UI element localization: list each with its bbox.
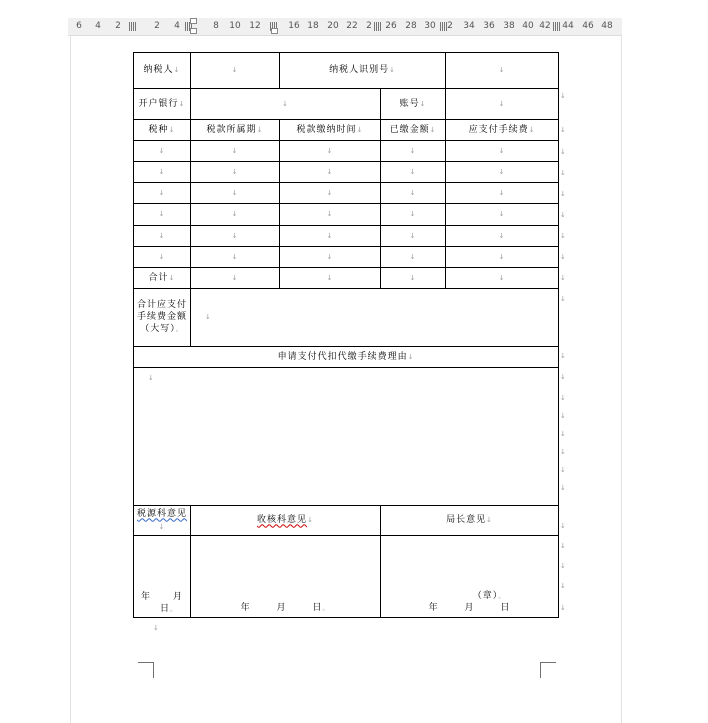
ruler-tab-marker [553,22,560,31]
ruler-label: 40 [522,21,534,31]
table-cell[interactable]: ↓ [280,246,381,267]
margin-corner-left [138,662,154,678]
table-row[interactable] [134,162,559,183]
ruler-label: 2 [154,21,160,31]
horizontal-ruler[interactable] [68,18,622,36]
margin-corner-right [540,662,556,678]
table-cell[interactable]: ↓ [191,267,280,288]
ruler-label: 4 [174,21,180,31]
total-fee-uppercase-label: 合计应支付手续费金额（大写）。 [134,288,191,346]
ruler-label: 18 [307,21,319,31]
ruler-label: 2 [366,21,372,31]
header-fee-payable: 应支付手续费↓ [446,120,559,141]
table-cell[interactable]: ↓ [134,141,191,162]
ruler-label: 6 [76,21,82,31]
right-indent-marker[interactable] [271,28,278,34]
table-cell[interactable]: ↓ [191,225,280,246]
table-cell[interactable]: ↓ [446,141,559,162]
ruler-label: 46 [582,21,594,31]
ruler-label: 34 [463,21,475,31]
total-fee-uppercase-input[interactable]: ↓ [191,288,559,346]
first-line-indent-marker[interactable] [190,18,197,24]
table-cell[interactable]: ↓ [280,267,381,288]
ruler-tab-marker [374,22,381,31]
table-cell[interactable]: ↓ [381,141,446,162]
collection-dept-opinion-input[interactable]: 年 月 日。 [191,535,381,617]
source-dept-opinion-input[interactable]: 年 月 日。 [134,535,191,617]
trailing-paragraph-mark: ↓ [153,624,159,632]
table-cell[interactable]: ↓ [280,204,381,225]
tax-fee-form-table[interactable] [133,52,559,618]
table-cell[interactable]: ↓ [191,204,280,225]
table-cell[interactable]: ↓ [381,267,446,288]
total-row[interactable] [134,267,559,288]
ruler-label: 44 [562,21,574,31]
table-cell[interactable]: ↓ [446,183,559,204]
ruler-label: 20 [327,21,339,31]
table-cell[interactable]: ↓ [381,204,446,225]
table-cell[interactable]: ↓ [280,225,381,246]
table-row[interactable] [134,225,559,246]
table-cell[interactable]: ↓ [191,183,280,204]
table-cell[interactable]: ↓ [446,246,559,267]
table-cell[interactable]: ↓ [446,162,559,183]
table-cell[interactable]: ↓ [134,225,191,246]
header-tax-period: 税款所属期↓ [191,120,280,141]
reason-input-cell[interactable]: ↓ [134,368,559,506]
table-cell[interactable]: ↓ [446,267,559,288]
ruler-label: 8 [213,21,219,31]
table-cell[interactable]: ↓ [381,183,446,204]
header-payment-time: 税款缴纳时间↓ [280,120,381,141]
ruler-label: 48 [601,21,613,31]
ruler-label: 16 [288,21,300,31]
taxpayer-id-label-cell: 纳税人识别号↓ [280,53,446,89]
table-cell[interactable]: ↓ [280,141,381,162]
table-cell[interactable]: ↓ [381,225,446,246]
taxpayer-input-cell[interactable]: ↓ [191,53,280,89]
ruler-label: 42 [539,21,551,31]
table-cell[interactable]: ↓ [191,162,280,183]
hanging-indent-marker[interactable] [190,28,197,34]
ruler-label: 30 [424,21,436,31]
table-cell[interactable]: ↓ [134,183,191,204]
row-end-marks: ↓ ↓ ↓ ↓ ↓ ↓ ↓ ↓ ↓ ↓ ↓ ↓ ↓ ↓ ↓ ↓ ↓ ↓ ↓ ↓ ↓ ↓ ↓ [560,92,566,612]
account-input-cell[interactable]: ↓ [446,89,559,120]
total-label-cell: 合计↓ [134,267,191,288]
ruler-tab-marker [440,22,447,31]
ruler-label: 38 [503,21,515,31]
table-cell[interactable]: ↓ [280,162,381,183]
table-row[interactable] [134,204,559,225]
source-dept-opinion-label: 税源科意见↓ [134,506,191,535]
ruler-label: 10 [229,21,241,31]
ruler-label: 4 [95,21,101,31]
seal-label: （章） [472,590,499,601]
table-row[interactable] [134,141,559,162]
table-cell[interactable]: ↓ [134,246,191,267]
table-row[interactable] [134,183,559,204]
ruler-label: 12 [249,21,261,31]
table-cell[interactable]: ↓ [191,141,280,162]
table-cell[interactable]: ↓ [134,162,191,183]
collection-dept-opinion-label: 收核科意见↓ [191,506,381,535]
director-opinion-label: 局长意见↓ [381,506,559,535]
ruler-label: 26 [385,21,397,31]
ruler-label: 2 [447,21,453,31]
table-cell[interactable]: ↓ [446,204,559,225]
ruler-label: 22 [346,21,358,31]
table-row[interactable] [134,246,559,267]
header-tax-type: 税种↓ [134,120,191,141]
ruler-label: 36 [483,21,495,31]
table-cell[interactable]: ↓ [191,246,280,267]
ruler-label: 2 [115,21,121,31]
table-cell[interactable]: ↓ [134,204,191,225]
taxpayer-id-input-cell[interactable]: ↓ [446,53,559,89]
table-cell[interactable]: ↓ [381,246,446,267]
bank-label-cell: 开户银行↓ [134,89,191,120]
reason-label-cell: 申请支付代扣代缴手续费理由↓ [134,346,559,367]
account-label-cell: 账号↓ [381,89,446,120]
taxpayer-label-cell: 纳税人↓ [134,53,191,89]
ruler-label: 28 [405,21,417,31]
table-cell[interactable]: ↓ [280,183,381,204]
header-paid-amount: 已缴金额↓ [381,120,446,141]
bank-input-cell[interactable]: ↓ [191,89,381,120]
director-opinion-input[interactable]: （章）。 年 月 日 [381,535,559,617]
table-cell[interactable]: ↓ [446,225,559,246]
table-cell[interactable]: ↓ [381,162,446,183]
ruler-tab-marker [129,22,136,31]
